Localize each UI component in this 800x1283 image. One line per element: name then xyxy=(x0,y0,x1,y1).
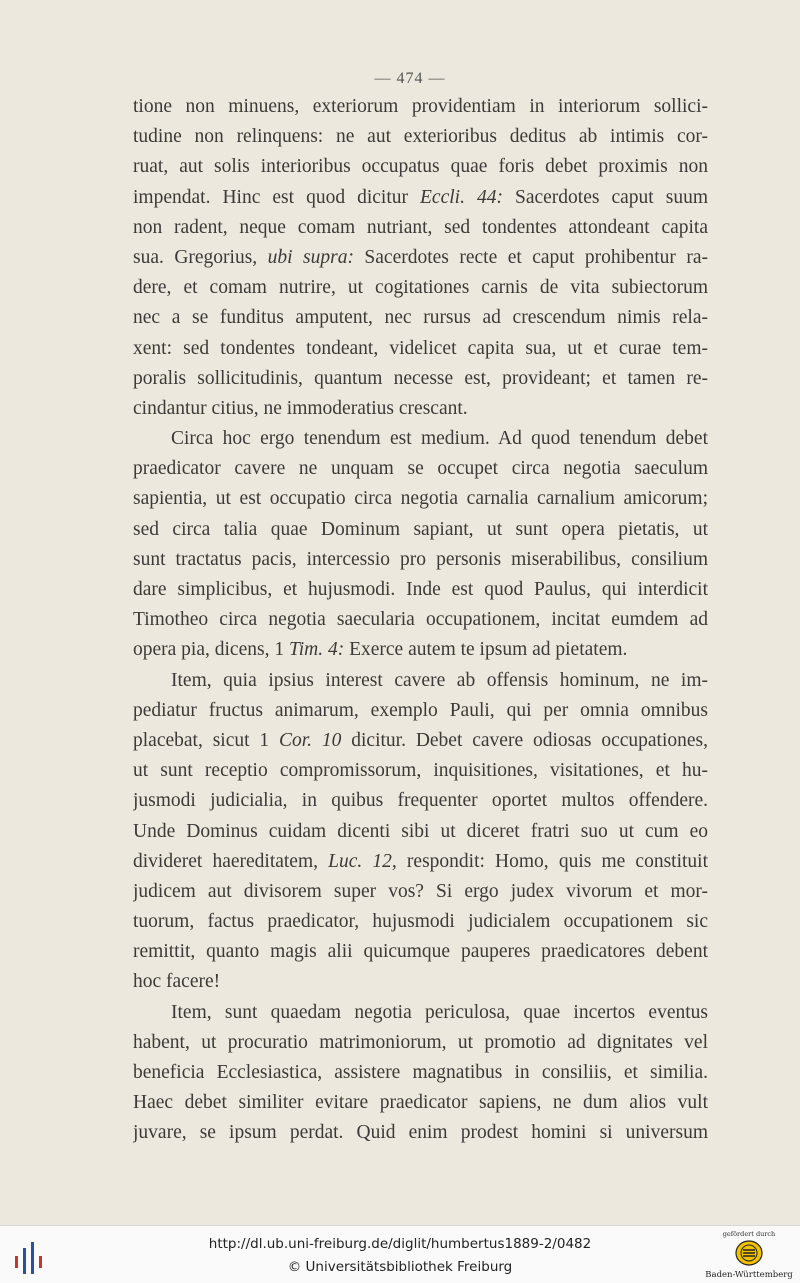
text-line xyxy=(133,756,708,786)
sponsor-badge xyxy=(704,1230,794,1282)
line-text: habent, ut procuratio matrimoniorum, ut promotio ad dignitates vel xyxy=(133,1031,708,1053)
line-text: impendat. Hinc est quod dicitur xyxy=(133,186,421,208)
sponsor-label: gefördert durch xyxy=(722,1230,776,1238)
document-url[interactable]: http://dl.ub.uni-freiburg.de/diglit/humbertus1889-2/0482 xyxy=(208,1236,592,1252)
line-text: pediatur fructus animarum, exemplo Pauli, qui per omnia omnibus xyxy=(133,699,708,721)
text-line xyxy=(133,243,708,273)
citation: Tim. 4: xyxy=(288,639,345,661)
line-text: tudine non relinquens: ne aut exterioribus deditus ab intimis cor- xyxy=(133,126,708,148)
line-text: sua. Gregorius, xyxy=(133,246,268,268)
line-text: hoc facere! xyxy=(133,971,221,993)
text-line xyxy=(133,877,708,907)
citation: Eccli. 44: xyxy=(420,186,503,208)
text-line xyxy=(133,726,708,756)
line-text: dare simplicibus, et hujusmodi. Inde est quod Paulus, qui interdicit xyxy=(133,579,708,600)
text-line xyxy=(133,515,708,545)
line-text: placebat, sicut 1 xyxy=(133,729,279,751)
text-line xyxy=(133,696,708,726)
text-line xyxy=(133,666,708,696)
line-text: xent: sed tondentes tondeant, videlicet capita sua, ut et curae tem- xyxy=(133,337,708,359)
text-line xyxy=(133,937,708,967)
text-line xyxy=(133,213,708,243)
text-line xyxy=(133,92,708,122)
line-text: Item, quia ipsius interest cavere ab offensis hominum, ne im- xyxy=(171,669,708,691)
text-line xyxy=(133,575,708,605)
text-line xyxy=(133,1058,708,1088)
line-text: nec a se funditus amputent, nec rursus ad crescendum nimis rela- xyxy=(133,307,708,329)
text-line xyxy=(133,1118,708,1148)
line-text: sed circa talia quae Dominum sapiant, ut sunt opera pietatis, ut xyxy=(133,518,708,540)
line-text: opera pia, dicens, 1 xyxy=(133,639,289,661)
copyright-text: © Universitätsbibliothek Freiburg xyxy=(287,1259,513,1275)
line-text: Unde Dominus cuidam dicenti sibi ut diceret fratri suo ut cum eo xyxy=(133,820,708,842)
text-line xyxy=(133,303,708,333)
line-text-rest: Exerce autem te ipsum ad pietatem. xyxy=(344,639,628,661)
line-text: poralis sollicitudinis, quantum necesse est, provideant; et tamen re- xyxy=(133,367,708,389)
text-line xyxy=(133,545,708,575)
line-text: sunt tractatus pacis, intercessio pro personis miserabilibus, consilium xyxy=(133,548,708,570)
line-text: divideret haereditatem, xyxy=(133,850,329,872)
line-text: sapientia, ut est occupatio circa negotia carnalia carnalium amicorum; xyxy=(133,488,708,510)
line-text: juvare, se ipsum perdat. Quid enim prodest homini si universum xyxy=(133,1122,708,1144)
page-text xyxy=(133,92,708,1149)
line-text: tione non minuens, exteriorum providentiam in interiorum sollici- xyxy=(133,96,708,117)
line-text: Item, sunt quaedam negotia periculosa, quae incertos eventus xyxy=(171,1001,708,1023)
line-text-rest: Sacerdotes recte et caput prohibentur ra- xyxy=(353,246,708,268)
line-text: Haec debet similiter evitare praedicator sapiens, ne dum alios vult xyxy=(133,1092,708,1114)
text-line xyxy=(133,907,708,937)
line-text: judicem aut divisorem super vos? Si ergo judex vivorum et mor- xyxy=(133,880,708,902)
line-text: jusmodi judicialia, in quibus frequenter oportet multos offendere. xyxy=(133,790,708,812)
text-line xyxy=(133,334,708,364)
text-line xyxy=(133,786,708,816)
line-text: remittit, quanto magis alii quicumque pauperes praedicatores debent xyxy=(133,941,708,963)
line-text: cindantur citius, ne immoderatius crescant. xyxy=(133,397,468,419)
line-text-rest: dicitur. Debet cavere odiosas occupationes, xyxy=(341,729,708,751)
line-text: Timotheo circa negotia saecularia occupationem, incitat eumdem ad xyxy=(133,609,708,631)
text-line xyxy=(133,998,708,1028)
line-text: beneficia Ecclesiastica, assistere magnatibus in consiliis, et similia. xyxy=(133,1062,708,1083)
text-line xyxy=(133,484,708,514)
line-text: dere, et comam nutrire, ut cogitationes carnis de vita subiectorum xyxy=(133,277,708,299)
line-text: non radent, neque comam nutriant, sed tondentes attondeant capita xyxy=(133,216,708,238)
text-line xyxy=(133,635,708,665)
line-text-rest: Sacerdotes caput suum xyxy=(502,186,708,208)
citation: Luc. 12, xyxy=(328,850,397,872)
footer-bar xyxy=(0,1225,800,1283)
text-line xyxy=(133,364,708,394)
text-line xyxy=(133,122,708,152)
baden-wuerttemberg-crest-icon xyxy=(734,1239,764,1267)
text-line xyxy=(133,454,708,484)
sponsor-name: Baden-Württemberg xyxy=(705,1270,793,1280)
line-text-rest: respondit: Homo, quis me constituit xyxy=(396,850,708,872)
text-line xyxy=(133,394,708,424)
line-text: Circa hoc ergo tenendum est medium. Ad quod tenendum debet xyxy=(171,428,708,450)
line-text: praedicator cavere ne unquam se occupet circa negotia saeculum xyxy=(133,458,708,480)
text-line xyxy=(133,183,708,213)
text-line xyxy=(133,817,708,847)
text-line xyxy=(133,967,708,997)
text-line xyxy=(133,1028,708,1058)
line-text: ut sunt receptio compromissorum, inquisitiones, visitationes, et hu- xyxy=(133,760,708,782)
line-text: tuorum, factus praedicator, hujusmodi judicialem occupationem sic xyxy=(133,911,708,933)
citation: ubi supra: xyxy=(267,246,354,268)
text-line xyxy=(133,605,708,635)
text-line xyxy=(133,847,708,877)
citation: Cor. 10 xyxy=(278,729,342,751)
text-line xyxy=(133,152,708,182)
line-text: ruat, aut solis interioribus occupatus quae foris debet proximis non xyxy=(133,156,708,178)
text-line xyxy=(133,424,708,454)
page-number: — 474 — xyxy=(374,70,446,87)
text-line xyxy=(133,1088,708,1118)
text-line xyxy=(133,273,708,303)
